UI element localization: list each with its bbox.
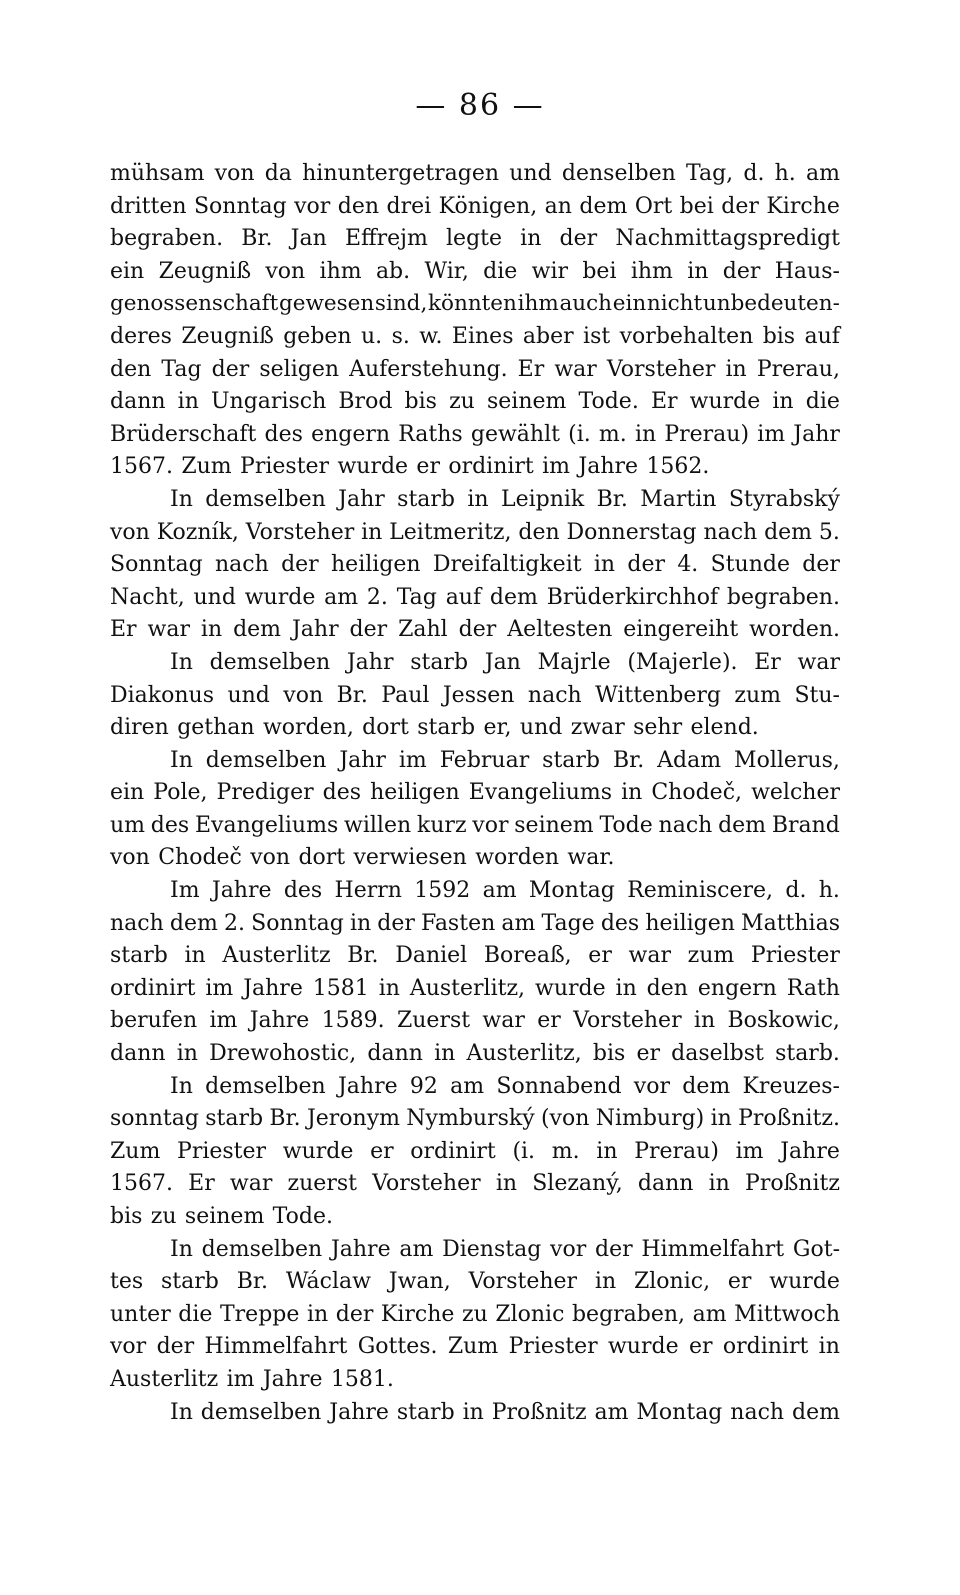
text-line: unter die Treppe in der Kirche zu Zlonic begraben, am Mittwoch — [110, 1301, 840, 1327]
text-line: von Chodeč von dort verwiesen worden war. — [110, 845, 615, 871]
text-line: In demselben Jahr starb in Leipnik Br. Martin Styrabský — [170, 486, 840, 512]
text-line: In demselben Jahre 92 am Sonnabend vor dem Kreuzes- — [170, 1073, 840, 1099]
text-line: starb in Austerlitz Br. Daniel Boreaß, er war zum Priester — [110, 943, 840, 969]
text-line: In demselben Jahre starb in Proßnitz am Montag nach dem — [170, 1399, 840, 1425]
text-line: 1567. Er war zuerst Vorsteher in Slezaný, dann in Proßnitz — [110, 1171, 840, 1197]
text-line: deres Zeugniß geben u. s. w. Eines aber ist vorbehalten bis auf — [110, 323, 840, 349]
text-line: von Kozník, Vorsteher in Leitmeritz, den Donnerstag nach dem 5. — [110, 519, 840, 545]
text-line: um des Evangeliums willen kurz vor seinem Tode nach dem Brand — [110, 812, 840, 838]
text-line: 1567. Zum Priester wurde er ordinirt im Jahre 1562. — [110, 454, 710, 480]
text-line: genossenschaft gewesen sind, könnten ihm auch ein nicht unbedeuten- — [110, 291, 840, 317]
text-line: bis zu seinem Tode. — [110, 1204, 333, 1229]
text-line: Diakonus und von Br. Paul Jessen nach Wittenberg zum Stu- — [110, 682, 840, 708]
text-line: vor der Himmelfahrt Gottes. Zum Priester wurde er ordinirt in — [110, 1334, 840, 1360]
text-line: begraben. Br. Jan Effrejm legte in der Nachmittagspredigt — [110, 226, 840, 252]
page-number: — 86 — — [415, 88, 545, 123]
text-line: ein Zeugniß von ihm ab. Wir, die wir bei ihm in der Haus- — [110, 258, 840, 284]
text-line: dann in Drewohostic, dann in Austerlitz, bis er daselbst starb. — [110, 1041, 840, 1067]
text-line: tes starb Br. Wáclaw Jwan, Vorsteher in Zlonic, er wurde — [110, 1269, 840, 1295]
text-line: In demselben Jahre am Dienstag vor der Himmelfahrt Got- — [170, 1236, 840, 1262]
body-text — [110, 158, 840, 1429]
text-line: nach dem 2. Sonntag in der Fasten am Tage des heiligen Matthias — [110, 910, 840, 936]
text-line: dritten Sonntag vor den drei Königen, an dem Ort bei der Kirche — [110, 193, 840, 219]
text-line: den Tag der seligen Auferstehung. Er war Vorsteher in Prerau, — [110, 356, 840, 382]
text-line: berufen im Jahre 1589. Zuerst war er Vorsteher in Boskowic, — [110, 1008, 840, 1034]
text-line: In demselben Jahr im Februar starb Br. Adam Mollerus, — [170, 747, 840, 773]
text-line: Im Jahre des Herrn 1592 am Montag Reminiscere, d. h. — [170, 878, 840, 904]
text-line: ordinirt im Jahre 1581 in Austerlitz, wurde in den engern Rath — [110, 975, 840, 1001]
text-line: Nacht, und wurde am 2. Tag auf dem Brüderkirchhof begraben. — [110, 584, 840, 610]
text-line: sonntag starb Br. Jeronym Nymburský (von Nimburg) in Proßnitz. — [110, 1106, 840, 1132]
text-line: dann in Ungarisch Brod bis zu seinem Tode. Er wurde in die — [110, 389, 840, 415]
text-line: Er war in dem Jahr der Zahl der Aeltesten eingereiht worden. — [110, 617, 840, 643]
text-line: diren gethan worden, dort starb er, und zwar sehr elend. — [110, 715, 759, 741]
text-line: ein Pole, Prediger des heiligen Evangeliums in Chodeč, welcher — [110, 780, 840, 806]
text-line: Austerlitz im Jahre 1581. — [110, 1366, 394, 1392]
text-line: Zum Priester wurde er ordinirt (i. m. in Prerau) im Jahre — [110, 1138, 840, 1164]
text-line: In demselben Jahr starb Jan Majrle (Majerle). Er war — [170, 649, 840, 675]
text-line: mühsam von da hinuntergetragen und denselben Tag, d. h. am — [110, 161, 840, 186]
text-line: Sonntag nach der heiligen Dreifaltigkeit in der 4. Stunde der — [110, 552, 840, 578]
text-line: Brüderschaft des engern Raths gewählt (i. m. in Prerau) im Jahr — [110, 421, 840, 447]
